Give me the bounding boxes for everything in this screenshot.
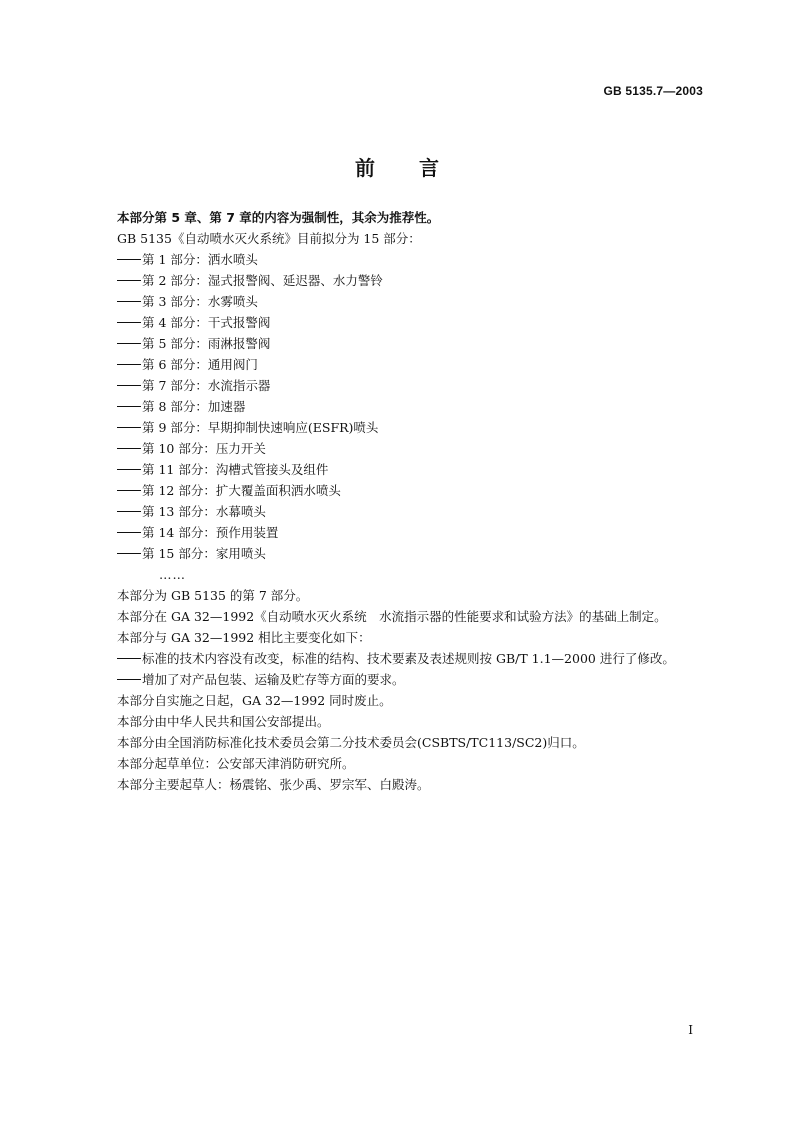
foreword-body [117, 207, 707, 795]
list-item: 第 6 部分：通用阀门 [117, 354, 707, 375]
dash-mark [117, 448, 141, 449]
dash-mark [117, 301, 141, 302]
list-item: 第 10 部分：压力开关 [117, 438, 707, 459]
change-item: 增加了对产品包装、运输及贮存等方面的要求。 [117, 669, 707, 690]
drafters-statement: 本部分主要起草人：杨震铭、张少禹、罗宗军、白殿涛。 [117, 777, 430, 792]
series-intro: GB 5135《自动喷水灭火系统》目前拟分为 15 部分： [117, 231, 421, 246]
list-item: 第 14 部分：预作用装置 [117, 522, 707, 543]
dash-mark [117, 469, 141, 470]
centralized-statement: 本部分由全国消防标准化技术委员会第二分技术委员会(CSBTS/TC113/SC2)归口。 [117, 735, 585, 750]
change-item: 标准的技术内容没有改变，标准的结构、技术要素及表述规则按 GB/T 1.1—2000 进行了修改。 [117, 648, 707, 669]
list-item: 第 1 部分：洒水喷头 [117, 249, 707, 270]
dash-mark [117, 679, 141, 680]
list-item: 第 3 部分：水雾喷头 [117, 291, 707, 312]
dash-mark [117, 511, 141, 512]
list-item: 第 7 部分：水流指示器 [117, 375, 707, 396]
standard-code: GB 5135.7—2003 [603, 84, 703, 98]
part-of-statement: 本部分为 GB 5135 的第 7 部分。 [117, 588, 309, 603]
replace-statement: 本部分自实施之日起，GA 32—1992 同时废止。 [117, 693, 392, 708]
dash-mark [117, 280, 141, 281]
dash-mark [117, 532, 141, 533]
list-item: 第 2 部分：湿式报警阀、延迟器、水力警铃 [117, 270, 707, 291]
dash-mark [117, 343, 141, 344]
parts-list [117, 249, 707, 585]
drafting-unit-statement: 本部分起草单位：公安部天津消防研究所。 [117, 756, 355, 771]
list-item: 第 12 部分：扩大覆盖面积洒水喷头 [117, 480, 707, 501]
list-item: 第 5 部分：雨淋报警阀 [117, 333, 707, 354]
dash-mark [117, 427, 141, 428]
list-item: 第 8 部分：加速器 [117, 396, 707, 417]
mandatory-statement: 本部分第 5 章、第 7 章的内容为强制性，其余为推荐性。 [117, 210, 440, 225]
changes-intro: 本部分与 GA 32—1992 相比主要变化如下： [117, 630, 371, 645]
dash-mark [117, 259, 141, 260]
dash-mark [117, 490, 141, 491]
dash-mark [117, 364, 141, 365]
list-item: 第 15 部分：家用喷头 [117, 543, 707, 564]
page-number: I [688, 1023, 693, 1037]
page-title: 前言 [355, 156, 483, 180]
dash-mark [117, 553, 141, 554]
dash-mark [117, 658, 141, 659]
list-item: 第 4 部分：干式报警阀 [117, 312, 707, 333]
based-on-statement: 本部分在 GA 32—1992《自动喷水灭火系统 水流指示器的性能要求和试验方法》的基础上制定。 [117, 609, 667, 624]
list-ellipsis: …… [159, 567, 186, 582]
list-item: 第 11 部分：沟槽式管接头及组件 [117, 459, 707, 480]
dash-mark [117, 406, 141, 407]
proposed-statement: 本部分由中华人民共和国公安部提出。 [117, 714, 330, 729]
dash-mark [117, 322, 141, 323]
list-item: 第 9 部分：早期抑制快速响应(ESFR)喷头 [117, 417, 707, 438]
list-item: 第 13 部分：水幕喷头 [117, 501, 707, 522]
dash-mark [117, 385, 141, 386]
